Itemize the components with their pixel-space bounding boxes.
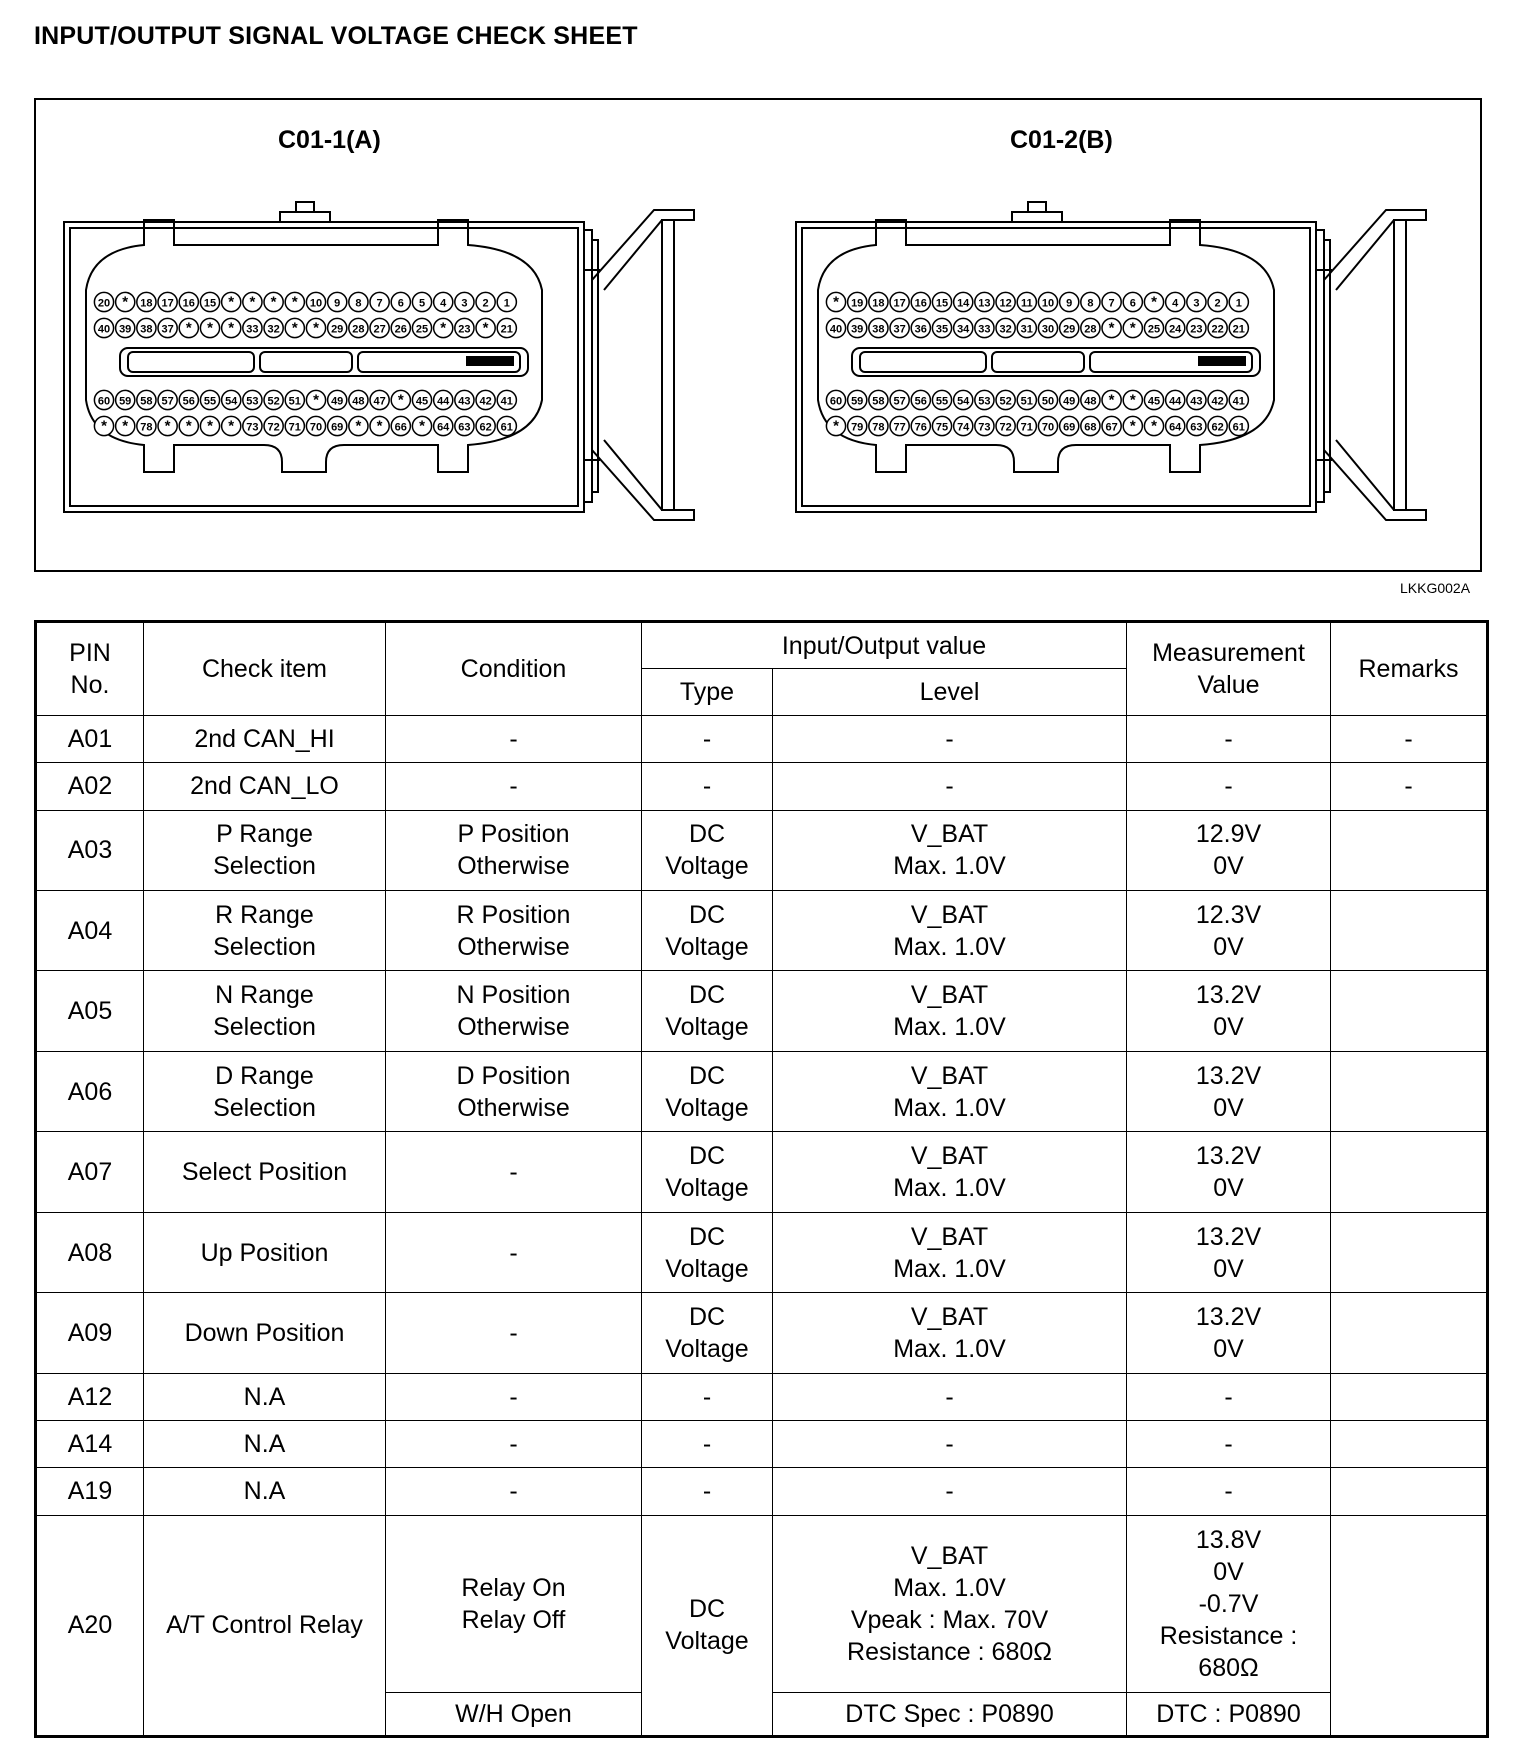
remarks-cell <box>1331 1515 1488 1736</box>
level-cell: - <box>773 1421 1127 1468</box>
pin-cell: A01 <box>36 716 144 763</box>
pin-cell: A19 <box>36 1468 144 1515</box>
remarks-cell <box>1331 1293 1488 1373</box>
table-row <box>36 1051 1488 1131</box>
table-row <box>36 810 1488 890</box>
connector-a-pin-label: * <box>313 391 319 409</box>
connector-a-pin-label: 6 <box>397 297 404 310</box>
measurement-cell: - <box>1127 1373 1331 1420</box>
connector-b-pin-label: * <box>1129 391 1136 409</box>
connector-b-pin-label: 7 <box>1108 297 1115 310</box>
check-item-cell: Select Position <box>144 1132 386 1212</box>
level-cell: V_BAT Max. 1.0V <box>773 891 1127 971</box>
connector-a-housing <box>64 222 584 512</box>
connector-a-pin-label: 32 <box>267 323 280 336</box>
connector-a-pin-label: * <box>122 417 129 435</box>
measurement-cell: - <box>1127 763 1331 810</box>
connector-b-pin-label: 74 <box>957 421 970 434</box>
connector-a-pin-label: 54 <box>225 395 238 408</box>
measurement-cell: - <box>1127 716 1331 763</box>
connector-b-slot-key <box>1198 356 1246 366</box>
connector-a-pin-label: 26 <box>394 323 407 336</box>
connector-b-pin-label: 76 <box>914 421 927 434</box>
connector-b-pin-label: 45 <box>1147 395 1161 408</box>
type-cell: DC Voltage <box>642 1293 773 1373</box>
type-cell: - <box>642 1468 773 1515</box>
level-cell: V_BAT Max. 1.0V <box>773 810 1127 890</box>
connector-b-pin-label: 4 <box>1172 297 1179 310</box>
measurement-cell: 13.2V 0V <box>1127 1132 1331 1212</box>
connector-b-pin-label: 31 <box>1020 323 1033 336</box>
connector-a-pin-label: 2 <box>482 297 489 310</box>
connector-b-pin-label: 24 <box>1169 323 1182 336</box>
measurement-cell: - <box>1127 1421 1331 1468</box>
header-remarks: Remarks <box>1331 622 1488 716</box>
type-cell: DC Voltage <box>642 1212 773 1292</box>
connector-b-pin-label: 75 <box>935 421 949 434</box>
connector-a-pin-label: * <box>249 293 256 311</box>
connector-a-pin-label: * <box>355 417 362 435</box>
figure-code: LKKG002A <box>1400 580 1471 596</box>
connector-a-pin-label: 63 <box>458 421 471 434</box>
condition-cell: W/H Open <box>386 1692 642 1736</box>
measurement-cell: 13.2V 0V <box>1127 1293 1331 1373</box>
connector-a-pin-label: * <box>376 417 383 435</box>
connector-a-pin-label: * <box>185 417 192 435</box>
connector-b-pin-label: 6 <box>1129 297 1136 310</box>
connector-b-pin-label: 55 <box>935 395 949 408</box>
connector-a-latch-bar <box>662 220 674 510</box>
level-cell: V_BAT Max. 1.0V <box>773 1293 1127 1373</box>
check-item-cell: A/T Control Relay <box>144 1515 386 1736</box>
connector-a-pin-label: 29 <box>331 323 344 336</box>
remarks-cell <box>1331 1421 1488 1468</box>
connector-b-pin-label: * <box>1108 391 1115 409</box>
connector-b-latch-lever <box>1316 210 1426 520</box>
level-cell: V_BAT Max. 1.0V Vpeak : Max. 70V Resistance : 680Ω <box>773 1515 1127 1692</box>
measurement-cell: 13.2V 0V <box>1127 971 1331 1051</box>
connector-b-pin-label: 1 <box>1235 297 1242 310</box>
connector-a-pin-label: * <box>185 319 192 337</box>
condition-cell: - <box>386 763 642 810</box>
connector-a-top-tab <box>280 202 330 222</box>
connector-a-slot-1 <box>128 352 254 372</box>
measurement-cell: DTC : P0890 <box>1127 1692 1331 1736</box>
remarks-cell <box>1331 810 1488 890</box>
connector-a-pin-label: 42 <box>479 395 492 408</box>
table-row <box>36 1373 1488 1420</box>
type-cell: - <box>642 1373 773 1420</box>
page-title: INPUT/OUTPUT SIGNAL VOLTAGE CHECK SHEET <box>34 22 638 50</box>
table-row <box>36 971 1488 1051</box>
connector-b-pin-label: 16 <box>914 297 927 310</box>
level-cell: V_BAT Max. 1.0V <box>773 971 1127 1051</box>
table-row <box>36 1468 1488 1515</box>
connector-a-pin-label: 57 <box>161 395 174 408</box>
connector-a-pin-label: 72 <box>267 421 280 434</box>
condition-cell: D Position Otherwise <box>386 1051 642 1131</box>
connector-a-pin-label: 61 <box>500 421 513 434</box>
connector-a-pin-label: 18 <box>140 297 153 310</box>
connector-a-pin-label: * <box>482 319 489 337</box>
connector-b-slot-2 <box>992 352 1084 372</box>
header-io-value: Input/Output value <box>642 622 1127 669</box>
connector-a-pin-label: 59 <box>119 395 132 408</box>
connector-b-pin-label: 36 <box>914 323 927 336</box>
connector-b-pin-label: 9 <box>1066 297 1073 310</box>
connector-a-pin-label: * <box>419 417 425 435</box>
table-row <box>36 1212 1488 1292</box>
condition-cell: - <box>386 1293 642 1373</box>
connector-a-pin-label: * <box>228 319 235 337</box>
connector-b-pin-label: 54 <box>957 395 970 408</box>
check-item-cell: N.A <box>144 1421 386 1468</box>
connector-b-pin-label: 51 <box>1020 395 1033 408</box>
level-cell: - <box>773 1373 1127 1420</box>
connector-b-pin-label: 63 <box>1190 421 1203 434</box>
connector-a-pin-label: 43 <box>458 395 471 408</box>
connector-a-latch-lever <box>584 210 694 520</box>
connector-b-pin-label: 13 <box>978 297 991 310</box>
connector-b-pin-label: 78 <box>872 421 885 434</box>
level-cell: DTC Spec : P0890 <box>773 1692 1127 1736</box>
pin-cell: A04 <box>36 891 144 971</box>
connector-a-pin-label: * <box>101 417 107 435</box>
check-item-cell: N.A <box>144 1468 386 1515</box>
connector-b-pin-label: * <box>1151 417 1157 435</box>
connector-b-pin-label: 59 <box>851 395 864 408</box>
connector-a-pin-label: * <box>270 293 277 311</box>
connector-b-pin-label: * <box>1108 319 1115 337</box>
connector-a-housing-inner <box>70 228 578 506</box>
connector-b-pin-label: 61 <box>1232 421 1245 434</box>
header-check-item: Check item <box>144 622 386 716</box>
connector-a-pin-label: * <box>228 293 235 311</box>
connector-a-pin-label: 23 <box>458 323 471 336</box>
level-cell: V_BAT Max. 1.0V <box>773 1212 1127 1292</box>
type-cell: - <box>642 1421 773 1468</box>
connector-diagram <box>34 98 1482 572</box>
connector-a-pin-label: 38 <box>140 323 153 336</box>
connector-b-pin-label: 19 <box>851 297 864 310</box>
check-item-cell: Down Position <box>144 1293 386 1373</box>
connector-b-pin-label: 41 <box>1232 395 1245 408</box>
connector-a-pin-label: * <box>122 293 129 311</box>
connector-b-pin-label: 70 <box>1041 421 1055 434</box>
connector-a-pin-label: 49 <box>331 395 344 408</box>
connector-b-pin-label: 49 <box>1063 395 1076 408</box>
measurement-cell: 12.9V 0V <box>1127 810 1331 890</box>
connector-a-pin-label: 62 <box>479 421 492 434</box>
voltage-check-table <box>34 620 1489 1738</box>
condition-cell: P Position Otherwise <box>386 810 642 890</box>
connector-b-slot-1 <box>860 352 986 372</box>
connector-b-pin-label: 29 <box>1063 323 1076 336</box>
connector-b-pin-label: 60 <box>829 395 843 408</box>
table-row <box>36 1293 1488 1373</box>
connector-a-pin-label: * <box>164 417 171 435</box>
connector-a-pin-label: 15 <box>203 297 217 310</box>
connector-b-pin-label: 32 <box>999 323 1012 336</box>
connector-b-pin-label: 12 <box>999 297 1012 310</box>
connector-a-pin-label: 69 <box>331 421 344 434</box>
connector-b-pin-label: 62 <box>1211 421 1224 434</box>
connector-b-pin-label: 42 <box>1211 395 1224 408</box>
table-row <box>36 716 1488 763</box>
pin-cell: A12 <box>36 1373 144 1420</box>
connector-b-pin-label: * <box>833 417 839 435</box>
header-type: Type <box>642 669 773 716</box>
measurement-cell: 13.2V 0V <box>1127 1051 1331 1131</box>
connector-b-pin-label: 40 <box>829 323 843 336</box>
connector-a-pin-label: 20 <box>97 297 111 310</box>
connector-b-pin-label: 28 <box>1084 323 1097 336</box>
connector-a-pin-label: 78 <box>140 421 153 434</box>
condition-cell: N Position Otherwise <box>386 971 642 1051</box>
remarks-cell: - <box>1331 716 1488 763</box>
connector-a-pin-label: 47 <box>373 395 386 408</box>
connector-a-pin-label: 44 <box>437 395 450 408</box>
connector-a-pin-label: 4 <box>440 297 447 310</box>
connector-b-pin-label: 30 <box>1041 323 1055 336</box>
connector-a-pin-label: 37 <box>161 323 174 336</box>
remarks-cell <box>1331 971 1488 1051</box>
connector-a-pin-label: 3 <box>461 297 468 310</box>
connector-a-pin-label: * <box>397 391 404 409</box>
type-cell: DC Voltage <box>642 891 773 971</box>
connector-b-pin-label: 22 <box>1211 323 1224 336</box>
connector-b-pin-label: 38 <box>872 323 885 336</box>
table-row <box>36 1421 1488 1468</box>
condition-cell: - <box>386 1373 642 1420</box>
connector-a-pin-label: 56 <box>182 395 195 408</box>
table-row <box>36 763 1488 810</box>
connector-a-pin-label: 39 <box>119 323 132 336</box>
type-cell: DC Voltage <box>642 1132 773 1212</box>
remarks-cell <box>1331 1132 1488 1212</box>
check-item-cell: N Range Selection <box>144 971 386 1051</box>
condition-cell: - <box>386 716 642 763</box>
table-body <box>36 716 1488 1737</box>
pin-cell: A02 <box>36 763 144 810</box>
type-cell: - <box>642 763 773 810</box>
connector-b-pin-label: 53 <box>978 395 991 408</box>
connector-b-pin-label: 43 <box>1190 395 1203 408</box>
connector-b-pin-label: 33 <box>978 323 991 336</box>
condition-cell: R Position Otherwise <box>386 891 642 971</box>
connector-a-pin-label: * <box>207 417 213 435</box>
connector-b-pin-label: 10 <box>1041 297 1055 310</box>
connector-b-pin-label: 14 <box>957 297 970 310</box>
check-item-cell: D Range Selection <box>144 1051 386 1131</box>
pin-cell: A03 <box>36 810 144 890</box>
check-item-cell: N.A <box>144 1373 386 1420</box>
connector-a-label: C01-1(A) <box>278 126 381 154</box>
connector-b-pin-label: 44 <box>1169 395 1182 408</box>
pin-cell: A09 <box>36 1293 144 1373</box>
connector-a-pin-label: * <box>313 319 319 337</box>
connector-a-pin-label: 16 <box>182 297 195 310</box>
connector-a-pin-label: * <box>207 319 213 337</box>
connector-b-pin-label: 15 <box>935 297 949 310</box>
level-cell: - <box>773 763 1127 810</box>
connector-b-pin-label: 18 <box>872 297 885 310</box>
condition-cell: Relay On Relay Off <box>386 1515 642 1692</box>
check-item-cell: P Range Selection <box>144 810 386 890</box>
connector-b-pin-label: * <box>833 293 839 311</box>
level-cell: - <box>773 1468 1127 1515</box>
connector-a-pin-label: 70 <box>309 421 323 434</box>
connector-a-pin-label: 58 <box>140 395 153 408</box>
connector-a-pin-label: 25 <box>415 323 429 336</box>
connector-a-pin-label: * <box>228 417 235 435</box>
connector-b-pin-label: 72 <box>999 421 1012 434</box>
connector-b-pin-label: 35 <box>935 323 949 336</box>
connector-b-pin-label: 64 <box>1169 421 1182 434</box>
connector-a-pin-label: 64 <box>437 421 450 434</box>
remarks-cell <box>1331 1212 1488 1292</box>
connector-b-pin-label: 67 <box>1105 421 1118 434</box>
pin-cell: A08 <box>36 1212 144 1292</box>
remarks-cell <box>1331 1468 1488 1515</box>
connector-b-housing <box>796 222 1316 512</box>
connector-a-pin-label: 33 <box>246 323 259 336</box>
connector-a-pin-label: 53 <box>246 395 259 408</box>
pin-cell: A06 <box>36 1051 144 1131</box>
condition-cell: - <box>386 1132 642 1212</box>
level-cell: V_BAT Max. 1.0V <box>773 1132 1127 1212</box>
connector-b-pin-label: 71 <box>1020 421 1033 434</box>
pin-cell: A20 <box>36 1515 144 1736</box>
connector-b-pin-label: 58 <box>872 395 885 408</box>
type-cell: DC Voltage <box>642 971 773 1051</box>
connector-b-pin-label: 34 <box>957 323 970 336</box>
connector-a-pin-label: 8 <box>355 297 362 310</box>
connector-a-pin-label: 21 <box>500 323 513 336</box>
connector-b-pin-label: * <box>1151 293 1157 311</box>
connector-a-pin-label: 48 <box>352 395 365 408</box>
connector-a-pin-label: 28 <box>352 323 365 336</box>
connector-b-pin-label: * <box>1129 417 1136 435</box>
connector-b-pin-label: 68 <box>1084 421 1097 434</box>
connector-a-pin-label: * <box>440 319 447 337</box>
connector-a-slot-key <box>466 356 514 366</box>
connector-a-pin-label: * <box>291 293 298 311</box>
table-row <box>36 1132 1488 1212</box>
header-pin: PIN No. <box>36 622 144 716</box>
connector-a-pin-label: 52 <box>267 395 280 408</box>
pin-cell: A07 <box>36 1132 144 1212</box>
measurement-cell: 12.3V 0V <box>1127 891 1331 971</box>
connector-b-housing-inner <box>802 228 1310 506</box>
connector-b-pin-label: 57 <box>893 395 906 408</box>
condition-cell: - <box>386 1421 642 1468</box>
connector-b-pin-label: 48 <box>1084 395 1097 408</box>
check-item-cell: Up Position <box>144 1212 386 1292</box>
connector-a-slot-2 <box>260 352 352 372</box>
connector-b-top-tab <box>1012 202 1062 222</box>
connector-b-pin-label: 23 <box>1190 323 1203 336</box>
remarks-cell <box>1331 891 1488 971</box>
connector-a-pin-label: 51 <box>288 395 301 408</box>
measurement-cell: 13.2V 0V <box>1127 1212 1331 1292</box>
connector-b-pin-label: 3 <box>1193 297 1200 310</box>
connector-b-pin-label: 25 <box>1147 323 1161 336</box>
remarks-cell <box>1331 1373 1488 1420</box>
check-item-cell: 2nd CAN_LO <box>144 763 386 810</box>
connector-a-pin-label: 45 <box>415 395 429 408</box>
connector-b-pin-label: 52 <box>999 395 1012 408</box>
connector-a-pin-label: 10 <box>309 297 323 310</box>
level-cell: V_BAT Max. 1.0V <box>773 1051 1127 1131</box>
type-cell: DC Voltage <box>642 810 773 890</box>
connector-b-pin-label: 37 <box>893 323 906 336</box>
connector-a-pin-label: 41 <box>500 395 513 408</box>
connector-b-latch-bar <box>1394 220 1406 510</box>
connector-a-pin-label: 9 <box>334 297 341 310</box>
table-row <box>36 891 1488 971</box>
check-item-cell: R Range Selection <box>144 891 386 971</box>
connector-b-pin-label: 77 <box>893 421 906 434</box>
connector-a-pin-label: 17 <box>161 297 174 310</box>
connector-a-pin-label: 27 <box>373 323 386 336</box>
connector-drawings <box>36 100 1480 570</box>
connector-a-pin-label: 40 <box>97 323 111 336</box>
connector-a-pin-label: 7 <box>376 297 383 310</box>
connector-a-pin-label: 71 <box>288 421 301 434</box>
header-condition: Condition <box>386 622 642 716</box>
connector-b-pin-label: 69 <box>1063 421 1076 434</box>
connector-a-pin-label: 73 <box>246 421 259 434</box>
type-cell: DC Voltage <box>642 1515 773 1736</box>
remarks-cell <box>1331 1051 1488 1131</box>
connector-b-pin-label: 11 <box>1020 297 1033 310</box>
connector-a-pin-label: 66 <box>394 421 407 434</box>
connector-a-pin-label: 5 <box>418 297 426 310</box>
pin-cell: A05 <box>36 971 144 1051</box>
connector-b-pin-label: 73 <box>978 421 991 434</box>
header-level: Level <box>773 669 1127 716</box>
connector-b-pin-label: 2 <box>1214 297 1221 310</box>
connector-b-pin-label: 56 <box>914 395 927 408</box>
connector-a-pin-label: 60 <box>97 395 111 408</box>
connector-b-pin-label: * <box>1129 319 1136 337</box>
connector-b-pin-label: 8 <box>1087 297 1094 310</box>
connector-a-pin-label: 1 <box>503 297 510 310</box>
table-row <box>36 1515 1488 1692</box>
measurement-cell: 13.8V 0V -0.7V Resistance : 680Ω <box>1127 1515 1331 1692</box>
remarks-cell: - <box>1331 763 1488 810</box>
connector-a-pin-label: 55 <box>203 395 217 408</box>
level-cell: - <box>773 716 1127 763</box>
connector-b-label: C01-2(B) <box>1010 126 1113 154</box>
connector-b-pin-label: 50 <box>1041 395 1055 408</box>
type-cell: - <box>642 716 773 763</box>
condition-cell: - <box>386 1212 642 1292</box>
connector-b-pin-label: 21 <box>1232 323 1245 336</box>
condition-cell: - <box>386 1468 642 1515</box>
header-measurement: Measurement Value <box>1127 622 1331 716</box>
measurement-cell: - <box>1127 1468 1331 1515</box>
connector-b-pin-label: 17 <box>893 297 906 310</box>
pin-cell: A14 <box>36 1421 144 1468</box>
connector-a-pin-label: * <box>291 319 298 337</box>
connector-b-pin-label: 79 <box>851 421 864 434</box>
type-cell: DC Voltage <box>642 1051 773 1131</box>
connector-b-pin-label: 39 <box>851 323 864 336</box>
check-item-cell: 2nd CAN_HI <box>144 716 386 763</box>
